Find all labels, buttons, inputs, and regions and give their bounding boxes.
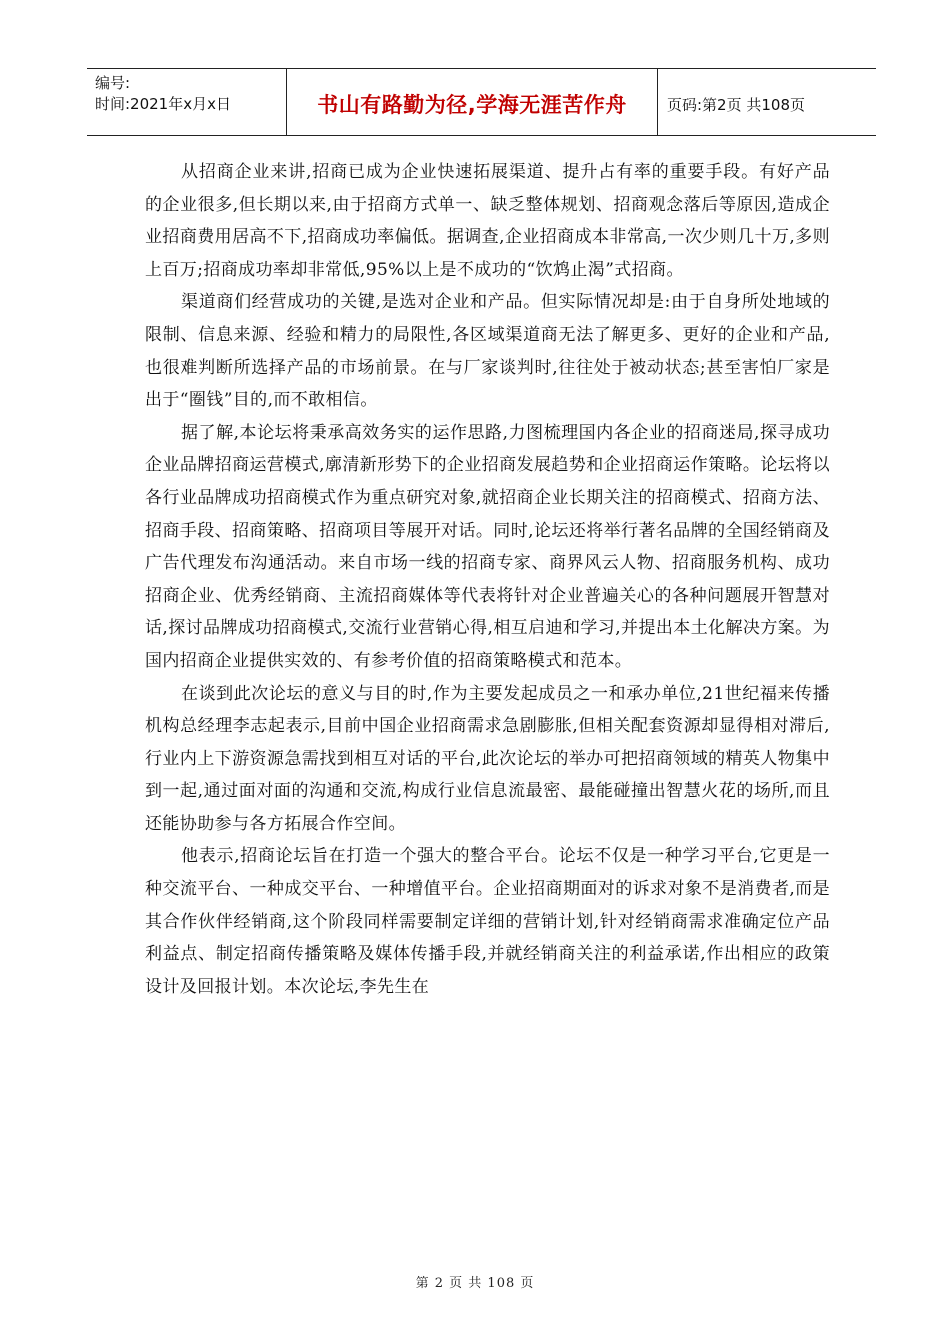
- paragraph-3: 据了解,本论坛将秉承高效务实的运作思路,力图梳理国内各企业的招商迷局,探寻成功企业品牌招商运营模式,廓清新形势下的企业招商发展趋势和企业招商运作策略。论坛将以各行业品牌成功招商模式作为重点研究对象,就招商企业长期关注的招商模式、招商方法、招商手段、招商策略、招商项目等展开对话。同时,论坛还将举行著名品牌的全国经销商及广告代理发布沟通活动。来自市场一线的招商专家、商界风云人物、招商服务机构、成功招商企业、优秀经销商、主流招商媒体等代表将针对企业普遍关心的各种问题展开智慧对话,探讨品牌成功招商模式,交流行业营销心得,相互启迪和学习,并提出本土化解决方案。为国内招商企业提供实效的、有参考价值的招商策略模式和范本。: [145, 422, 830, 671]
- paragraph-1: 从招商企业来讲,招商已成为企业快速拓展渠道、提升占有率的重要手段。有好产品的企业很多,但长期以来,由于招商方式单一、缺乏整体规划、招商观念落后等原因,造成企业招商费用居高不下,招商成功率偏低。据调查,企业招商成本非常高,一次少则几十万,多则上百万;招商成功率却非常低,95%以上是不成功的“饮鸩止渴”式招商。: [145, 162, 830, 280]
- paragraph-4: 在谈到此次论坛的意义与目的时,作为主要发起成员之一和承办单位,21世纪福来传播机构总经理李志起表示,目前中国企业招商需求急剧膨胀,但相关配套资源却显得相对滞后,行业内上下游资源急需找到相互对话的平台,此次论坛的举办可把招商领域的精英人物集中到一起,通过面对面的沟通和交流,构成行业信息流最密、最能碰撞出智慧火花的场所,而且还能协助参与各方拓展合作空间。: [145, 683, 830, 834]
- paragraph-2: 渠道商们经营成功的关键,是选对企业和产品。但实际情况却是:由于自身所处地域的限制、信息来源、经验和精力的局限性,各区域渠道商无法了解更多、更好的企业和产品,也很难判断所选择产品的市场前景。在与厂家谈判时,往往处于被动状态;甚至害怕厂家是出于“圈钱”目的,而不敢相信。: [145, 292, 830, 411]
- header-page-info: 页码:第2页 共108页: [667, 95, 805, 114]
- header-meta: [87, 69, 286, 135]
- document-body: [145, 156, 830, 1003]
- page-footer: 第 2 页 共 108 页: [415, 1276, 535, 1291]
- header-motto: 书山有路勤为径,学海无涯苦作舟: [286, 69, 658, 135]
- paragraph-5: 他表示,招商论坛旨在打造一个强大的整合平台。论坛不仅是一种学习平台,它更是一种交流平台、一种成交平台、一种增值平台。企业招商期面对的诉求对象不是消费者,而是其合作伙伴经销商,这个阶段同样需要制定详细的营销计划,针对经销商需求准确定位产品利益点、制定招商传播策略及媒体传播手段,并就经销商关注的利益承诺,作出相应的政策设计及回报计划。本次论坛,李先生在: [145, 846, 830, 997]
- serial-label: 编号:: [95, 74, 131, 92]
- document-header: [87, 68, 876, 136]
- time-label: 时间:2021年x月x日: [95, 95, 231, 113]
